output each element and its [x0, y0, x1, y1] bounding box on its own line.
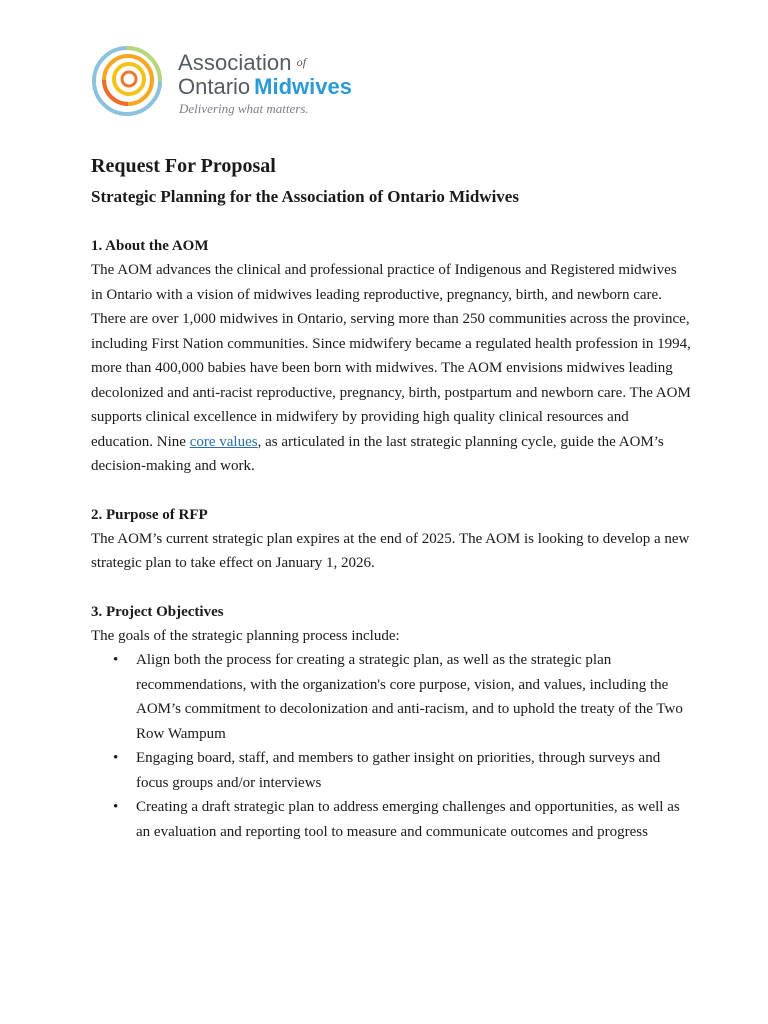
logo-association-text: Association	[178, 50, 292, 75]
logo-ontario-text: Ontario	[178, 74, 251, 99]
document-body	[91, 152, 691, 844]
list-item	[91, 648, 691, 746]
section-purpose	[91, 503, 691, 576]
logo-midwives-text: Midwives	[254, 74, 352, 99]
section-about	[91, 234, 691, 479]
logo-wordmark	[178, 50, 352, 117]
section-about-text	[91, 258, 691, 479]
page-title: Request For Proposal	[91, 155, 276, 177]
objective-text: Align both the process for creating a strategic plan, as well as the strategic plan recommendations, with the organization's core purpose, vision, and values, including the AOM’s commitment to decolonization and anti-racism, and to uphold the treaty of the Two Row Wampum	[136, 652, 683, 742]
logo-of-text: of	[296, 55, 307, 69]
section-heading-purpose: 2. Purpose of RFP	[91, 506, 208, 523]
section-heading-about: 1. About the AOM	[91, 238, 209, 254]
bullet-icon: •	[113, 799, 119, 815]
bullet-icon: •	[113, 652, 119, 668]
section-objectives	[91, 600, 691, 845]
page-subtitle: Strategic Planning for the Association of Ontario Midwives	[91, 187, 519, 206]
objectives-list	[91, 648, 691, 844]
core-values-link[interactable]: core values	[189, 433, 258, 450]
aom-logo	[90, 44, 352, 118]
list-item	[91, 795, 691, 844]
list-item	[91, 746, 691, 795]
section-heading-objectives: 3. Project Objectives	[91, 603, 224, 620]
section-purpose-text: The AOM’s current strategic plan expires at the end of 2025. The AOM is looking to develop a new strategic plan to take effect on January 1, 2026.	[91, 530, 690, 571]
objective-text: Creating a draft strategic plan to address emerging challenges and opportunities, as well as an evaluation and reporting tool to measure and communicate outcomes and progress	[136, 799, 680, 840]
objective-text: Engaging board, staff, and members to gather insight on priorities, through surveys and focus groups and/or interviews	[136, 750, 661, 791]
logo-line-association	[178, 50, 352, 75]
logo-tagline: Delivering what matters.	[179, 101, 309, 116]
about-text-part-2: , as articulated in the last strategic planning cycle, guide the AOM’s decision-making and work.	[91, 433, 664, 474]
about-text-part-1: The AOM advances the clinical and professional practice of Indigenous and Registered midwives in Ontario with a vision of midwives leading reproductive, pregnancy, birth, and newborn care. There are over 1,000 midwives in Ontario, serving more than 250 communities across the province, including First Nation communities. Since midwifery became a regulated health profession in 1994, more than 400,000 babies have been born with midwives. The AOM envisions midwives leading decolonized and anti-racist reproductive, pregnancy, birth, postpartum and newborn care. The AOM supports clinical excellence in midwifery by providing high quality clinical resources and education. Nine	[91, 262, 691, 450]
logo-spiral-icon	[90, 44, 164, 118]
bullet-icon: •	[113, 750, 119, 766]
section-objectives-intro: The goals of the strategic planning process include:	[91, 627, 400, 644]
logo-line-ontario-midwives	[178, 75, 352, 99]
